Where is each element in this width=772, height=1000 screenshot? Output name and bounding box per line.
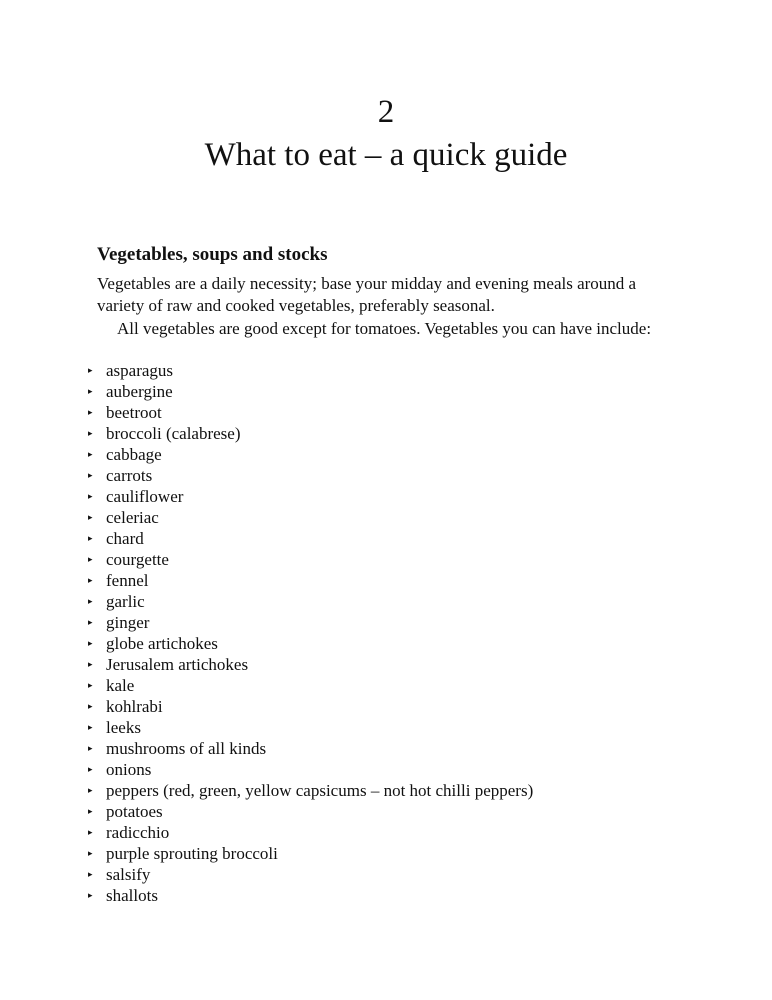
list-item-label: carrots <box>106 466 153 485</box>
list-item-label: salsify <box>106 865 151 884</box>
list-item-label: peppers (red, green, yellow capsicums – not hot chilli peppers) <box>106 781 534 800</box>
bullet-icon: ▸ <box>88 512 93 522</box>
bullet-icon: ▸ <box>88 449 93 459</box>
bullet-icon: ▸ <box>88 386 93 396</box>
list-item-label: chard <box>106 529 144 548</box>
bullet-icon: ▸ <box>88 848 93 858</box>
bullet-icon: ▸ <box>88 764 93 774</box>
list-item-label: celeriac <box>106 508 159 527</box>
bullet-icon: ▸ <box>88 596 93 606</box>
section-heading: Vegetables, soups and stocks <box>97 244 328 265</box>
list-item-label: kale <box>106 676 135 695</box>
list-item-label: beetroot <box>106 403 162 422</box>
bullet-icon: ▸ <box>88 470 93 480</box>
chapter-number: 2 <box>377 94 395 130</box>
bullet-icon: ▸ <box>88 554 93 564</box>
bullet-icon: ▸ <box>88 680 93 690</box>
list-item-label: cabbage <box>106 445 162 464</box>
list-item-label: asparagus <box>106 361 174 380</box>
list-item-label: potatoes <box>106 802 163 821</box>
chapter-title: What to eat – a quick guide <box>204 137 568 173</box>
bullet-icon: ▸ <box>88 617 93 627</box>
bullet-icon: ▸ <box>88 659 93 669</box>
list-item-label: radicchio <box>106 823 170 842</box>
bullet-icon: ▸ <box>88 407 93 417</box>
list-item-label: purple sprouting broccoli <box>106 844 278 863</box>
bullet-icon: ▸ <box>88 491 93 501</box>
list-item-label: kohlrabi <box>106 697 163 716</box>
list-item-label: garlic <box>106 592 145 611</box>
list-item-label: courgette <box>106 550 169 569</box>
bullet-icon: ▸ <box>88 890 93 900</box>
list-item-label: cauliflower <box>106 487 184 506</box>
bullet-icon: ▸ <box>88 638 93 648</box>
bullet-icon: ▸ <box>88 806 93 816</box>
list-item-label: broccoli (calabrese) <box>106 424 241 443</box>
list-item-label: mushrooms of all kinds <box>106 739 267 758</box>
list-item-label: shallots <box>106 886 158 905</box>
bullet-icon: ▸ <box>88 428 93 438</box>
bullet-icon: ▸ <box>88 785 93 795</box>
bullet-icon: ▸ <box>88 827 93 837</box>
vegetables-paragraph: All vegetables are good except for tomatoes. Vegetables you can have include: <box>117 319 652 338</box>
bullet-icon: ▸ <box>88 722 93 732</box>
list-item-label: ginger <box>106 613 150 632</box>
list-item-label: Jerusalem artichokes <box>106 655 249 674</box>
intro-paragraph: Vegetables are a daily necessity; base your midday and evening meals around a variety of raw and cooked vegetables, preferably seasonal. <box>97 274 637 315</box>
bullet-icon: ▸ <box>88 743 93 753</box>
bullet-icon: ▸ <box>88 533 93 543</box>
bullet-icon: ▸ <box>88 701 93 711</box>
list-item-label: onions <box>106 760 152 779</box>
list-item-label: globe artichokes <box>106 634 218 653</box>
bullet-icon: ▸ <box>88 365 93 375</box>
bullet-icon: ▸ <box>88 575 93 585</box>
list-item-label: aubergine <box>106 382 173 401</box>
list-item-label: leeks <box>106 718 141 737</box>
list-item-label: fennel <box>106 571 149 590</box>
bullet-icon: ▸ <box>88 869 93 879</box>
